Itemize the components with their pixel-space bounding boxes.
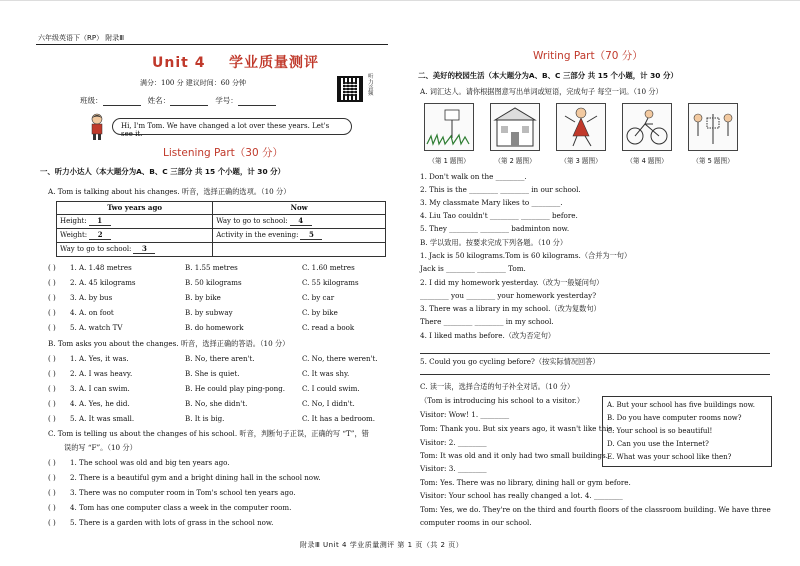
picture-caption: （第 2 题图） [494, 157, 536, 165]
dialogue-line: Tom: Thank you. But six years ago, it wasn't like this. [420, 424, 615, 433]
dialogue-line: Visitor: 2. ________ [420, 438, 487, 447]
blank-number: 3 [133, 245, 155, 254]
dialogue-options-box [602, 396, 772, 467]
answer-paren[interactable]: ( ) [48, 308, 56, 317]
option-c: C. It has a bedroom. [302, 414, 375, 423]
dialogue-line: （Tom is introducing his school to a visitor.） [420, 396, 585, 405]
answer-paren[interactable]: ( ) [48, 473, 56, 482]
book-header: 六年级英语下（RP） 附录Ⅲ [38, 34, 125, 42]
option-c: C. by bike [302, 308, 338, 317]
answer-paren[interactable]: ( ) [48, 518, 56, 527]
table-row [57, 243, 386, 257]
part2-heading: 二、美好的校园生活（本大题分为A、B、C 三部分 共 15 个小题，计 30 分） [418, 71, 678, 80]
option-b: B. 1.55 metres [185, 263, 238, 272]
answer-line[interactable] [420, 374, 770, 375]
blank-number: 5 [300, 231, 322, 240]
answer-paren[interactable]: ( ) [48, 354, 56, 363]
unit-label: Unit 4 [152, 55, 206, 71]
transform-item: 3. There was a library in my school.（改为复数句） [420, 304, 601, 313]
transform-item: 5. Could you go cycling before?（按实际情况回答） [420, 357, 600, 366]
dialogue-line: Tom: It was old and it only had two small buildings. [420, 451, 608, 460]
dialogue-line: Tom: Yes. There was no library, dining hall or gym before. [420, 478, 631, 487]
option-b: B. It is big. [185, 414, 225, 423]
name-field[interactable] [170, 98, 208, 106]
answer-paren[interactable]: ( ) [48, 384, 56, 393]
answer-paren[interactable]: ( ) [48, 488, 56, 497]
part1-heading: 一、听力小达人（本大题分为A、B、C 三部分 共 15 个小题，计 30 分） [40, 167, 285, 176]
option-a: 5. A. It was small. [70, 414, 135, 423]
student-info [80, 97, 276, 106]
option-c: C. read a book [302, 323, 355, 332]
option-c: C. It was shy. [302, 369, 350, 378]
option-a: 1. A. Yes, it was. [70, 354, 129, 363]
dialogue-option: D. Can you use the Internet? [607, 439, 709, 448]
answer-line[interactable] [420, 353, 770, 354]
dialogue-option: B. Do you have computer rooms now? [607, 413, 742, 422]
listening-score: （30 分） [234, 147, 283, 159]
grass-sign-picture [424, 103, 474, 151]
dining-hall-picture [490, 103, 540, 151]
answer-paren[interactable]: ( ) [48, 414, 56, 423]
vocab-item: 1. Don't walk on the ________. [420, 172, 527, 181]
part1-B-heading: B. Tom asks you about the changes. 听音，选择正确的答语。（10 分） [48, 339, 290, 348]
transform-item: 1. Jack is 50 kilograms.Tom is 60 kilograms.（合并为一句） [420, 251, 632, 260]
transform-item: There ________ ________ in my school. [420, 317, 554, 326]
answer-paren[interactable]: ( ) [48, 278, 56, 287]
qr-code-icon[interactable] [337, 76, 363, 102]
blank-number: 1 [89, 217, 111, 226]
dialogue-option: C. Your school is so beautiful! [607, 426, 713, 435]
cycling-picture [622, 103, 672, 151]
option-b: B. by subway [185, 308, 233, 317]
part1-A-heading: A. Tom is talking about his changes. 听音，选择正确的选项。（10 分） [48, 187, 291, 196]
badminton-icon [689, 104, 737, 150]
building-icon [491, 104, 539, 150]
listening-title-text: Listening Part [163, 147, 235, 159]
option-c: C. No, I didn't. [302, 399, 355, 408]
vocab-item: 4. Liu Tao couldn't ________ ________ before. [420, 211, 578, 220]
dialogue-line: Visitor: Wow! 1. ________ [420, 410, 510, 419]
answer-paren[interactable]: ( ) [48, 399, 56, 408]
picture-caption: （第 1 题图） [428, 157, 470, 165]
table-cell-label: Way to go to school: [60, 245, 132, 254]
answer-paren[interactable]: ( ) [48, 369, 56, 378]
vocab-item: 2. This is the ________ ________ in our school. [420, 185, 581, 194]
part1-C-heading-line2: 误的写 “F”。（10 分） [64, 443, 137, 452]
vocab-item: 5. They ________ ________ badminton now. [420, 224, 570, 233]
listening-title [163, 147, 283, 159]
answer-paren[interactable]: ( ) [48, 323, 56, 332]
header-rule [36, 44, 388, 45]
option-b: B. by bike [185, 293, 221, 302]
dialogue-option: A. But your school has five buildings now. [607, 401, 755, 409]
blank-number: 2 [89, 231, 111, 240]
tf-statement: 4. Tom has one computer class a week in the computer room. [70, 503, 292, 512]
picture-caption: （第 5 题图） [692, 157, 734, 165]
option-c: C. by car [302, 293, 335, 302]
tf-statement: 2. There is a beautiful gym and a bright dining hall in the school now. [70, 473, 321, 482]
blank-number: 4 [290, 217, 312, 226]
picture-caption: （第 4 题图） [626, 157, 668, 165]
option-a: 1. A. 1.48 metres [70, 263, 132, 272]
dialogue-line: Visitor: Your school has really changed a lot. 4. ________ [420, 491, 623, 500]
tf-statement: 1. The school was old and big ten years ago. [70, 458, 230, 467]
table-header-past: Two years ago [57, 202, 213, 215]
option-c: C. I could swim. [302, 384, 360, 393]
dialogue-line: Tom: Yes, we do. They're on the third and fourth floors of the classroom building. We have three [420, 505, 771, 514]
vocab-item: 3. My classmate Mary likes to ________. [420, 198, 563, 207]
id-label: 学号： [215, 96, 238, 105]
writing-title [533, 50, 643, 62]
dialogue-option: E. What was your school like then? [607, 452, 732, 461]
answer-paren[interactable]: ( ) [48, 263, 56, 272]
option-b: B. No, there aren't. [185, 354, 255, 363]
part2-C-heading: C. 读一读，选择合适的句子补全对话。（10 分） [420, 382, 575, 391]
part2-B-heading: B. 学以致用。按要求完成下列各题。（10 分） [420, 238, 568, 247]
table-header-now: Now [213, 202, 386, 215]
writing-score: （70 分） [594, 50, 643, 62]
table-cell-label: Weight: [60, 231, 88, 240]
speech-bubble: Hi, I'm Tom. We have changed a lot over these years. Let's see it. [112, 118, 352, 135]
dialogue-line: Visitor: 3. ________ [420, 464, 487, 473]
tom-changes-table [56, 201, 386, 257]
option-b: B. 50 kilograms [185, 278, 242, 287]
part1-C-heading-line1: C. Tom is telling us about the changes of his school. 听音，判断句子正误，正确的写 “T”，错 [48, 429, 369, 438]
writing-title-text: Writing Part [533, 50, 595, 62]
class-field[interactable] [103, 98, 141, 106]
option-a: 5. A. watch TV [70, 323, 123, 332]
dancing-picture [556, 103, 606, 151]
badminton-picture [688, 103, 738, 151]
table-cell-label: Activity in the evening: [216, 231, 299, 240]
option-b: B. He could play ping-pong. [185, 384, 286, 393]
option-c: C. 55 kilograms [302, 278, 359, 287]
transform-item: Jack is ________ ________ Tom. [420, 264, 526, 273]
table-row [57, 229, 386, 243]
option-b: B. do homework [185, 323, 244, 332]
option-a: 2. A. 45 kilograms [70, 278, 136, 287]
tf-statement: 5. There is a garden with lots of grass in the school now. [70, 518, 274, 527]
option-a: 3. A. I can swim. [70, 384, 130, 393]
option-b: B. No, she didn't. [185, 399, 248, 408]
score-time: 满分：100 分 建议时间：60 分钟 [140, 79, 246, 87]
transform-item: 4. I liked maths before.（改为否定句） [420, 331, 556, 340]
transform-item: 2. I did my homework yesterday.（改为一般疑问句） [420, 278, 604, 287]
dialogue-line: computer rooms in our school. [420, 518, 532, 527]
option-c: C. 1.60 metres [302, 263, 355, 272]
answer-paren[interactable]: ( ) [48, 458, 56, 467]
answer-paren[interactable]: ( ) [48, 503, 56, 512]
tf-statement: 3. There was no computer room in Tom's school ten years ago. [70, 488, 296, 497]
title-cn: 学业质量测评 [228, 55, 319, 71]
bike-icon [623, 104, 671, 150]
option-b: B. She is quiet. [185, 369, 240, 378]
boy-avatar-icon [86, 112, 108, 140]
class-label: 班级： [80, 96, 103, 105]
option-a: 4. A. Yes, he did. [70, 399, 130, 408]
page-footer: 附录Ⅲ Unit 4 学业质量测评 第 1 页（共 2 页） [300, 541, 464, 549]
table-cell-label: Way to go to school: [216, 217, 288, 226]
picture-caption: （第 3 题图） [560, 157, 602, 165]
option-a: 3. A. by bus [70, 293, 113, 302]
answer-paren[interactable]: ( ) [48, 293, 56, 302]
id-field[interactable] [238, 98, 276, 106]
option-a: 4. A. on foot [70, 308, 114, 317]
option-c: C. No, there weren't. [302, 354, 378, 363]
part2-A-heading: A. 词汇达人。请你根据图意写出单词或短语，完成句子 每空一词。（10 分） [420, 87, 663, 96]
qr-label: 听力音频 [368, 74, 374, 98]
table-cell-label: Height: [60, 217, 87, 226]
page-title [152, 55, 319, 71]
keep-off-grass-icon [425, 104, 473, 150]
transform-item: ________ you ________ your homework yesterday? [420, 291, 597, 300]
dancing-girl-icon [557, 104, 605, 150]
table-row [57, 215, 386, 229]
option-a: 2. A. I was heavy. [70, 369, 133, 378]
name-label: 姓名： [147, 96, 171, 105]
